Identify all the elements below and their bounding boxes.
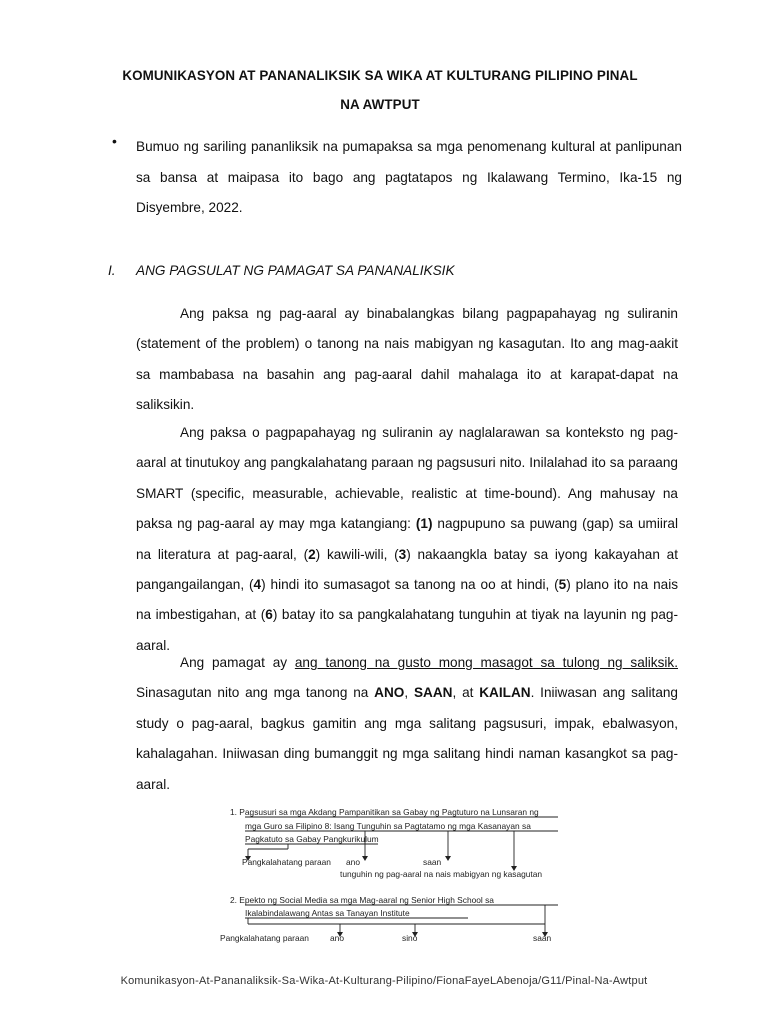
example-1-line-1: 1. Pagsusuri sa mga Akdang Pampanitikan sa Gabay ng Pagtuturo na Lunsaran ng: [230, 807, 539, 817]
example-2-label-saan: saan: [533, 933, 552, 943]
section-number: I.: [108, 263, 116, 278]
example-1-line-3: Pagkatuto sa Gabay Pangkurikulum: [245, 834, 379, 844]
example-2-label-ano: ano: [330, 933, 344, 943]
paragraph-3: [136, 648, 678, 800]
keyword-kailan: KAILAN: [479, 685, 531, 701]
paragraph-2-text: ) hindi ito sumasagot sa tanong na oo at hindi, (: [261, 577, 559, 593]
paragraph-2-text: Ang paksa o pagpapahayag ng suliranin ay naglalarawan sa konteksto ng pag-aaral at tinutukoy ang pangkalahatang paraan ng pagsusuri nito. Inilalahad ito sa paraang SMART (specific, measurable, achievable, realistic at time-bound). Ang mahusay na paksa ng pag-aaral ay may mga katangiang:: [136, 425, 678, 532]
list-number: 3: [398, 546, 407, 562]
paragraph-2: [136, 418, 678, 661]
example-1-label-tunguhin: tunguhin ng pag-aaral na nais mabigyan ng kasagutan: [340, 869, 543, 879]
example-1-line-2: mga Guro sa Filipino 8: Isang Tunguhin sa Pagtatamo ng mga Kasanayan sa: [245, 821, 531, 831]
title-examples-figure: [218, 800, 570, 950]
paragraph-3-text: Sinasagutan nito ang mga tanong na: [136, 685, 375, 701]
paragraph-2-text: ) plano ito na nais na imbestigahan, at (: [136, 577, 679, 623]
paragraph-2-text: ) nakaangkla batay sa iyong kakayahan at pangangailangan, (: [136, 546, 678, 593]
list-number: 2: [308, 546, 316, 562]
example-2-line-2: Ikalabindalawang Antas sa Tanayan Institute: [245, 908, 410, 918]
section-title: ANG PAGSULAT NG PAMAGAT SA PANANALIKSIK: [136, 263, 455, 278]
example-2-label-sino: sino: [402, 933, 418, 943]
document-title-line-2: NA AWTPUT: [340, 97, 420, 112]
example-1-label-saan: saan: [423, 857, 442, 867]
list-number: 4: [253, 577, 262, 593]
paragraph-3-text: . Iniiwasan ang salitang study o pag-aaral, bagkus gamitin ang mga salitang pagsusuri, impak, ebalwasyon, kahalagahan. Iniiwasan ding bumanggit ng mga salitang hindi naman kasangkot sa pag-aaral.: [136, 685, 678, 792]
instruction-text: Bumuo ng sariling pananliksik na pumapaksa sa mga penomenang kultural at panlipunan sa bansa at maipasa ito bago ang pagtatapos ng Ikalawang Termino, Ika-15 ng Disyembre, 2022.: [136, 139, 682, 216]
example-1-label-pangkalahatan: Pangkalahatang paraan: [242, 857, 331, 867]
keyword-ano: ANO: [374, 685, 405, 701]
underlined-definition: ang tanong na gusto mong masagot sa tulong ng saliksik.: [294, 655, 678, 670]
list-number: 6: [265, 607, 273, 623]
instruction-bullet: [112, 132, 682, 224]
paragraph-1: [136, 299, 678, 421]
paragraph-2-text: ) kawili-wili, (: [315, 546, 399, 562]
paragraph-3-text: , at: [452, 685, 480, 701]
paragraph-2-text: nagpupuno sa puwang (gap) sa umiiral na literatura at pag-aaral, (: [136, 516, 678, 562]
example-2-line-1: 2. Epekto ng Social Media sa mga Mag-aaral ng Senior High School sa: [230, 895, 494, 905]
bullet-icon: •: [112, 133, 117, 149]
example-2-label-pangkalahatan: Pangkalahatang paraan: [220, 933, 309, 943]
paragraph-3-text: ,: [404, 685, 414, 701]
paragraph-1-text: Ang paksa ng pag-aaral ay binabalangkas bilang pagpapahayag ng suliranin (statement of the problem) o tanong na nais mabigyan ng kasagutan. Ito ang mag-aakit sa mambabasa na basahin ang pag-aaral dahil mahalaga ito at karapat-dapat na saliksikin.: [136, 306, 678, 413]
list-number: 5: [558, 577, 567, 593]
paragraph-3-text: Ang pamagat ay: [180, 655, 295, 670]
example-1-label-ano: ano: [346, 857, 360, 867]
list-number: (1): [415, 516, 433, 532]
document-title-line-1: KOMUNIKASYON AT PANANALIKSIK SA WIKA AT KULTURANG PILIPINO PINAL: [122, 68, 638, 83]
document-footer: Komunikasyon-At-Pananaliksik-Sa-Wika-At-Kulturang-Pilipino/FionaFayeLAbenoja/G11/Pinal-Na-Awtput: [120, 975, 648, 987]
paragraph-2-text: ) batay ito sa pangkalahatang tunguhin at tiyak na layunin ng pag-aaral.: [136, 607, 678, 653]
keyword-saan: SAAN: [413, 685, 453, 701]
